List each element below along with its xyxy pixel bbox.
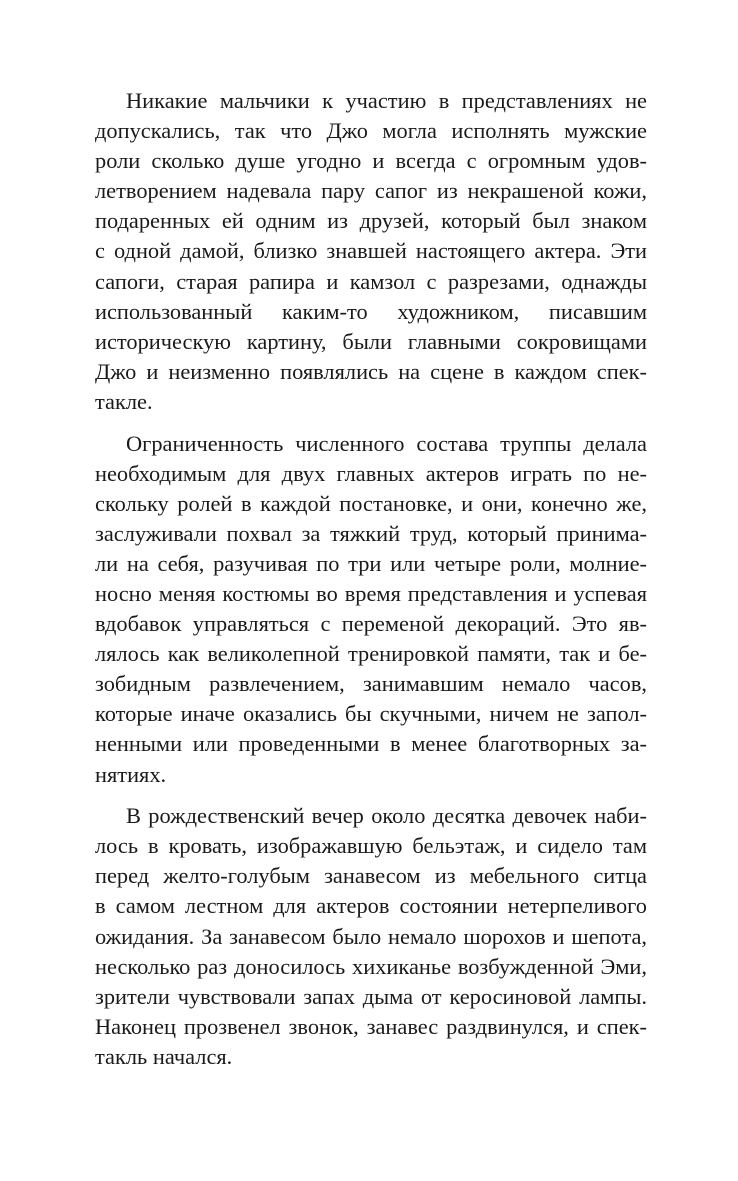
paragraph-3 (95, 801, 647, 1072)
text-line: сапоги, старая рапира и камзол с разрезами, однажды (95, 268, 647, 294)
text-line: заслуживали похвал за тяжкий труд, который принима- (95, 520, 647, 546)
text-line: летворением надевала пару сапог из некрашеной кожи, (95, 178, 647, 204)
text-line: Никакие мальчики к участию в представлениях не (126, 88, 647, 113)
text-line: несколько раз доносилось хихиканье возбужденной Эми, (95, 953, 647, 979)
text-line: носно меняя костюмы во время представления и успевая (95, 581, 647, 606)
text-line: лялось как великолепной тренировкой памяти, так и бе- (95, 641, 647, 667)
text-line: вдобавок управляться с переменой декораций. Это яв- (95, 611, 647, 637)
text-line: такле. (95, 388, 153, 414)
text-line: нятиях. (95, 761, 167, 787)
text-line: ли на себя, разучивая по три или четыре роли, молние- (95, 550, 647, 576)
text-line: роли сколько душе угодно и всегда с огромным удов- (95, 148, 647, 174)
text-line: в самом лестном для актеров состоянии нетерпеливого (95, 893, 647, 919)
book-page (95, 86, 647, 1084)
paragraph-1 (95, 86, 647, 417)
text-line: зобидным развлечением, занимавшим немало часов, (95, 671, 647, 697)
text-line: необходимым для двух главных актеров играть по не- (95, 460, 647, 486)
text-line: использованный каким-то художником, писавшим (95, 298, 647, 324)
text-line: лось в кровать, изображавшую бельэтаж, и сидело там (95, 833, 647, 859)
text-line: подаренных ей одним из друзей, который был знаком (95, 208, 647, 234)
paragraph-2 (95, 429, 647, 790)
text-line: которые иначе оказались бы скучными, ничем не запол- (95, 701, 647, 727)
text-line: ожидания. За занавесом было немало шорохов и шепота, (95, 923, 647, 949)
text-line: Джо и неизменно появлялись на сцене в каждом спек- (95, 358, 647, 384)
text-line: зрители чувствовали запах дыма от керосиновой лампы. (95, 983, 647, 1009)
text-line: историческую картину, были главными сокровищами (95, 328, 647, 354)
text-line: Ограниченность численного состава труппы делала (126, 430, 647, 456)
text-line: такль начался. (95, 1043, 233, 1069)
text-line: ненными или проведенными в менее благотворных за- (95, 731, 647, 757)
text-line: Наконец прозвенел звонок, занавес раздвинулся, и спек- (95, 1013, 647, 1039)
text-line: перед желто-голубым занавесом из мебельного ситца (95, 863, 647, 889)
text-line: скольку ролей в каждой постановке, и они, конечно же, (95, 490, 647, 516)
text-line: допускались, так что Джо могла исполнять мужские (95, 118, 647, 144)
text-line: В рождественский вечер около десятка девочек наби- (126, 803, 647, 829)
text-line: с одной дамой, близко знавшей настоящего актера. Эти (95, 238, 647, 264)
